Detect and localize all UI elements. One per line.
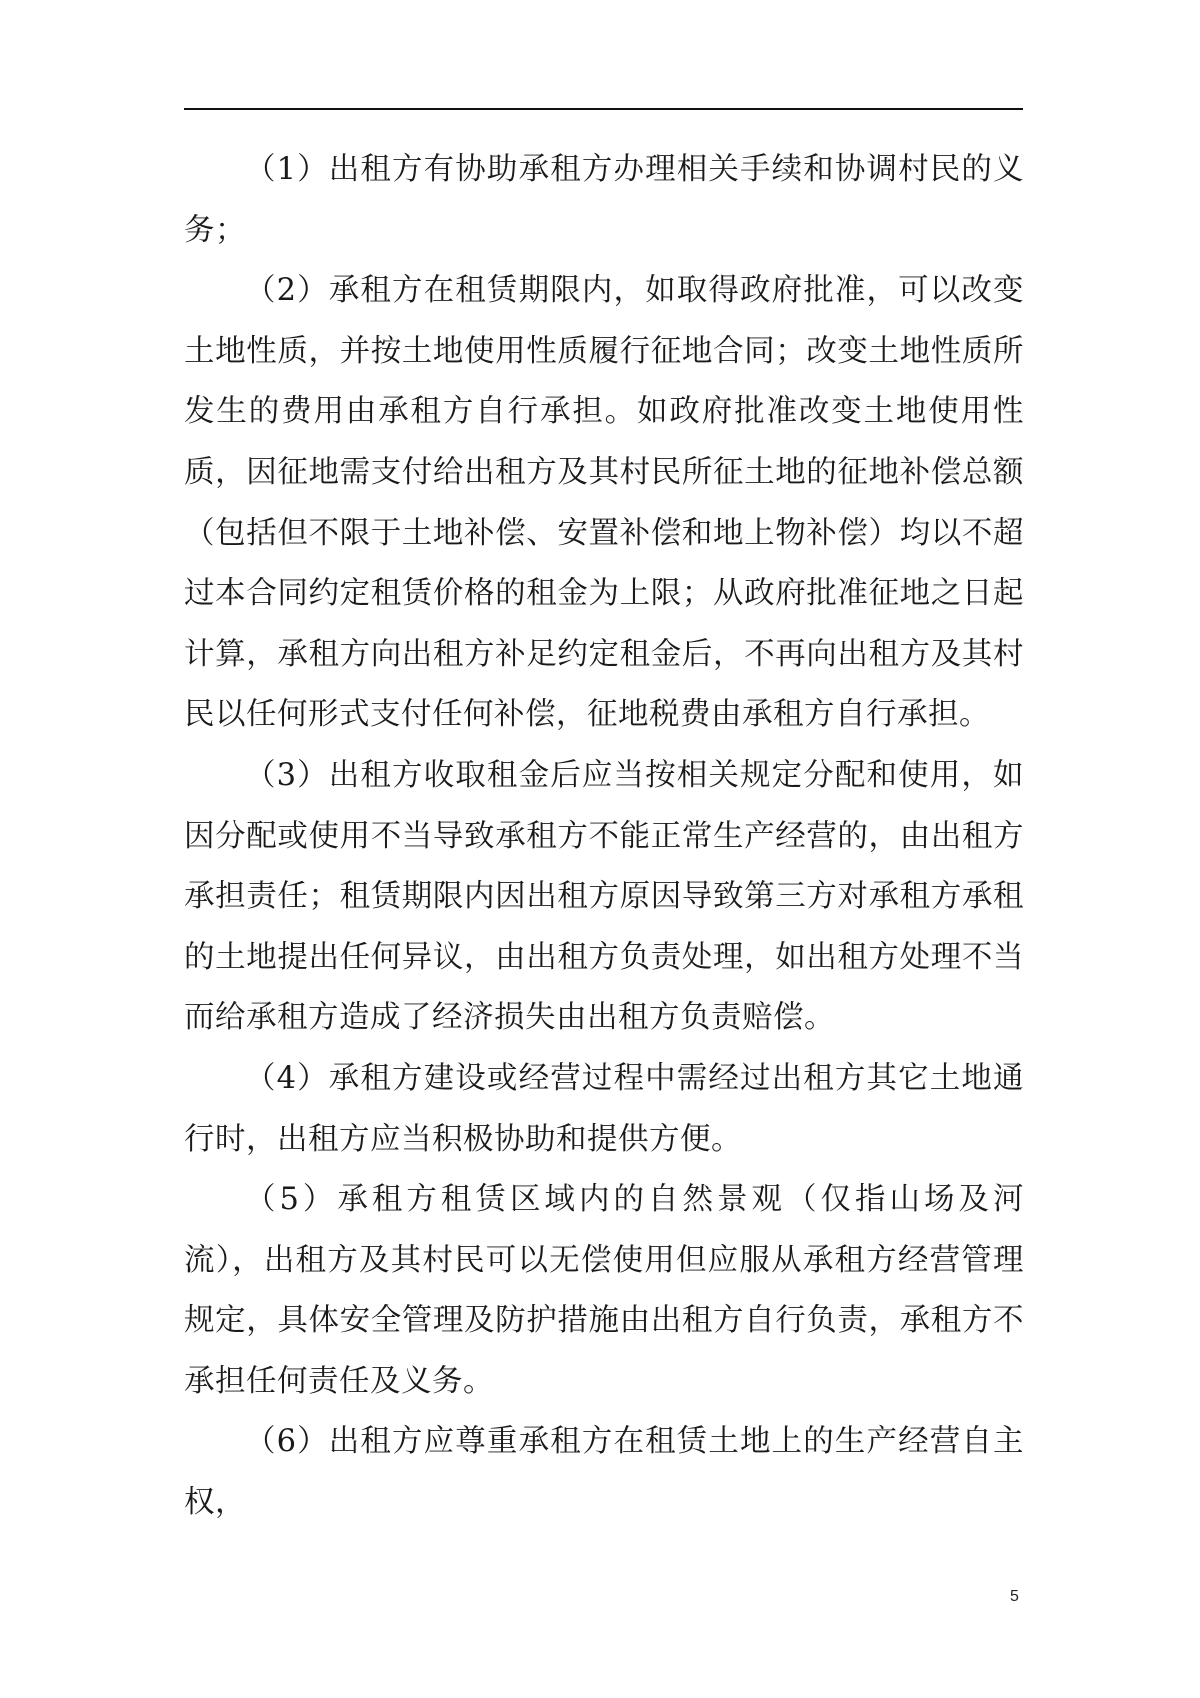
paragraph-2: （2）承租方在租赁期限内，如取得政府批准，可以改变土地性质，并按土地使用性质履行征地合同；改变土地性质所发生的费用由承租方自行承担。如政府批准改变土地使用性质，因征地需支付给出租方及其村民所征土地的征地补偿总额（包括但不限于土地补偿、安置补偿和地上物补偿）均以不超过本合同约定租赁价格的租金为上限；从政府批准征地之日起计算，承租方向出租方补足约定租金后，不再向出租方及其村民以任何形式支付任何补偿，征地税费由承租方自行承担。 [184, 273, 1024, 733]
header-rule [184, 108, 1023, 110]
page-number: 5 [1010, 1588, 1019, 1605]
paragraph-4: （4）承租方建设或经营过程中需经过出租方其它土地通行时，出租方应当积极协助和提供方便。 [184, 1060, 1024, 1157]
paragraph-3: （3）出租方收取租金后应当按相关规定分配和使用，如因分配或使用不当导致承租方不能正常生产经营的，由出租方承担责任；租赁期限内因出租方原因导致第三方对承租方承租的土地提出任何异议，由出租方负责处理，如出租方处理不当而给承租方造成了经济损失由出租方负责赔偿。 [184, 757, 1024, 1036]
paragraph-1: （1）出租方有协助承租方办理相关手续和协调村民的义务； [184, 152, 1024, 248]
document-body [184, 140, 1024, 1534]
paragraph-5: （5）承租方租赁区域内的自然景观（仅指山场及河流），出租方及其村民可以无偿使用但应服从承租方经营管理规定，具体安全管理及防护措施由出租方自行负责，承租方不承担任何责任及义务。 [184, 1182, 1024, 1399]
paragraph-6: （6）出租方应尊重承租方在租赁土地上的生产经营自主权， [184, 1424, 1024, 1521]
